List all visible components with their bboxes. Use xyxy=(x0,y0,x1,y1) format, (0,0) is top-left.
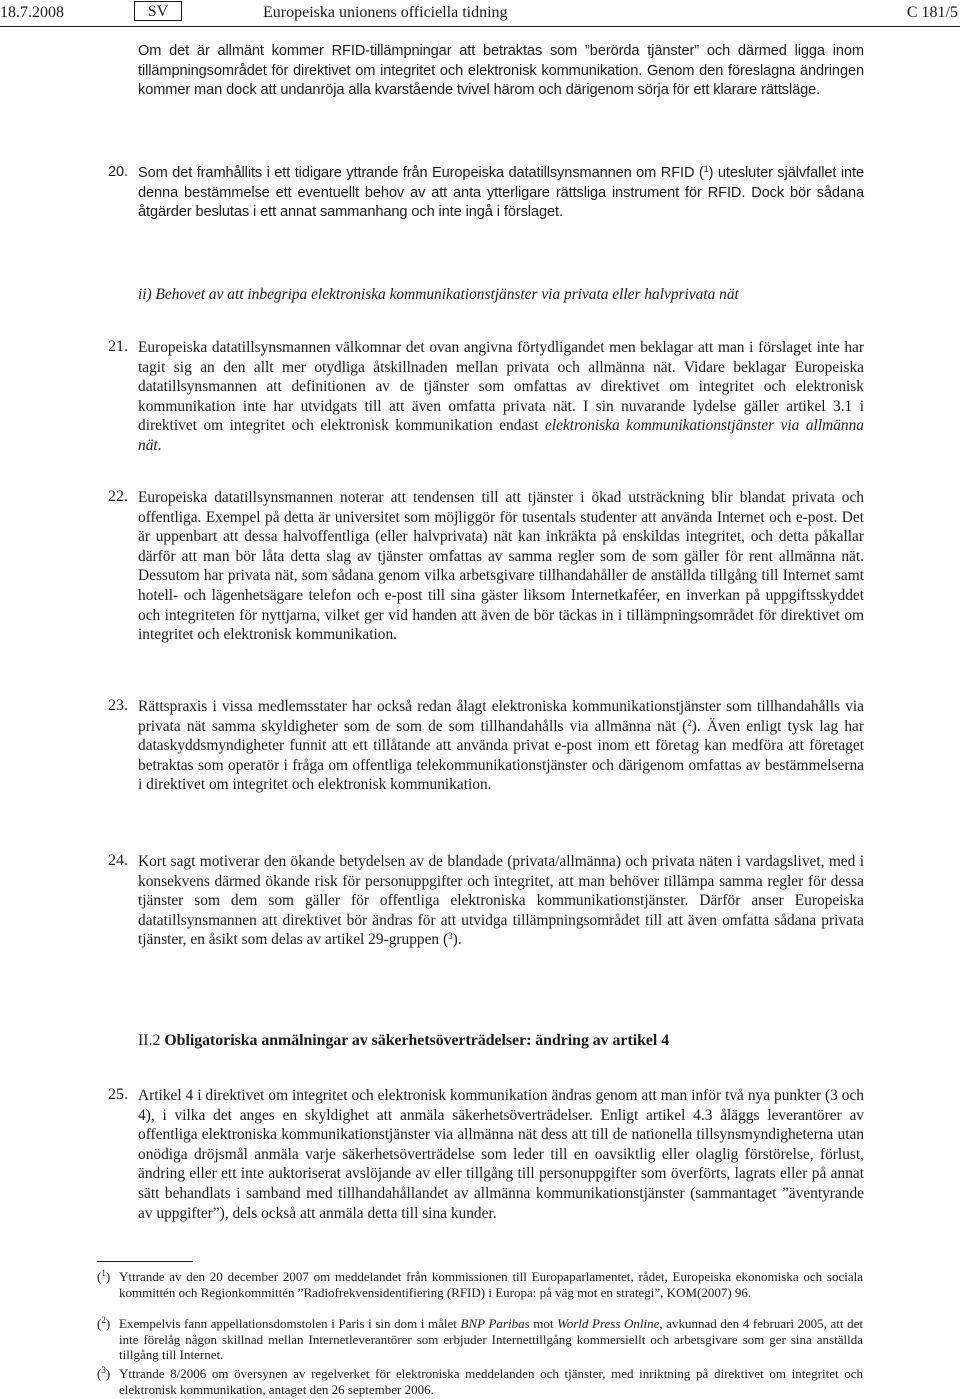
paragraph-number: 20. xyxy=(108,164,128,180)
footnote-mark: ($^3$) xyxy=(97,1365,111,1381)
paragraph-23 xyxy=(108,697,864,795)
header-rule xyxy=(0,26,960,27)
footnote-text: Yttrande av den 20 december 2007 om meddelandet från kommissionen till Europaparlamentet, rådet, Europeiska ekonomiska och sociala kommittén och Regionkommittén ”Radiofrekvensidentifiering (RFID) i Europa: på väg mot en strategi”, KOM(2007) 96. xyxy=(119,1269,863,1300)
paragraph-number: 23. xyxy=(108,697,128,714)
section-title: Obligatoriska anmälningar av säkerhetsöverträdelser: ändring av artikel 4 xyxy=(164,1032,670,1049)
footnote-ref[interactable]: 3 xyxy=(448,931,453,942)
footnote-2 xyxy=(97,1316,863,1363)
footnote-mark: ($^1$) xyxy=(97,1268,111,1284)
paragraph-21 xyxy=(108,338,864,456)
footnote-ref[interactable]: 2 xyxy=(687,717,692,728)
subheading: ii) Behovet av att inbegripa elektroniska kommunikationstjänster via privata eller halvprivata nät xyxy=(138,286,739,303)
page-number: C 181/5 xyxy=(906,4,958,21)
footnote-ref[interactable]: 1 xyxy=(703,164,709,174)
paragraph-number: 22. xyxy=(108,488,128,505)
paragraph-24 xyxy=(108,852,864,950)
footnote-separator xyxy=(97,1261,193,1262)
intro-paragraph: Om det är allmänt kommer RFID-tillämpningar att betraktas som ”berörda tjänster” och därmed ligga inom tillämpningsområdet för direktivet om integritet och elektronisk kommunikation. Genom den föreslagna ändringen kommer man dock att undanröja alla kvarstående tvivel härom och därigenom sörja för ett klarare rättsläge. xyxy=(138,43,864,99)
paragraph-number: 25. xyxy=(108,1086,128,1103)
paragraph-text: Artikel 4 i direktivet om integritet och elektronisk kommunikation ändras genom att man inför två nya punkter (3 och 4), i vilka det anges en skyldighet att anmäla säkerhetsöverträdelser. Enligt artikel 4.3 åläggs leverantörer av offentliga elektroniska kommunikationstjänster via allmänna nät dess att till de nationella tillsynsmyndigheterna utan onödiga dröjsmål anmäla varje säkerhetsöverträdelse som leder till en oavsiktlig eller olaglig förstörelse, förlust, ändring eller ett inte auktoriserat avslöjande av eller tillgång till personuppgifter som överförts, lagrats eller på annat sätt behandlats i samband med tillhandahållandet av allmänna kommunikationstjänster (sammantaget ”äventyrande av uppgifter”), dels också att anmäla detta till sina kunder. xyxy=(138,1087,864,1222)
paragraph-text: Europeiska datatillsynsmannen välkomnar det ovan angivna förtydligandet men beklagar att man i förslaget inte har tagit sig an den allt mer otydliga åtskillnaden mellan privata och allmänna nät. Vidare beklagar Europeiska datatillsynsmannen att definitionen av de tjänster som omfattas av direktivet om integritet och elektronisk kommunikation inte har utvidgats till att även omfatta privata nät. I sin nuvarande lydelse gäller artikel 3.1 i direktivet om integritet och elektronisk kommunikation endast elektroniska kommunikationstjänster via allmänna nät. xyxy=(138,339,865,454)
page-header xyxy=(0,0,960,28)
journal-title: Europeiska unionens officiella tidning xyxy=(263,4,508,21)
language-badge: SV xyxy=(134,1,182,21)
paragraph-22 xyxy=(108,488,864,645)
paragraph-number: 21. xyxy=(108,338,128,355)
footnote-text: Yttrande 8/2006 om översynen av regelverket för elektroniska meddelanden och tjänster, med inriktning på direktivet om integritet och elektronisk kommunikation, antaget den 26 september 2006. xyxy=(119,1366,863,1397)
footnote-mark: ($^2$) xyxy=(97,1315,111,1331)
paragraph-25 xyxy=(108,1086,864,1223)
paragraph-text: Som det framhållits i ett tidigare yttrande från Europeiska datatillsynsmannen om RFID ($^1$) utesluter självfallet inte denna bestämmelse ett eventuellt behov av att anta ytterligare rättsliga instrument för RFID. Dock bör sådana åtgärder beslutas i ett annat sammanhang och inte ingå i förslaget. xyxy=(138,164,864,221)
section-number: II.2 xyxy=(138,1032,161,1049)
publication-date: 18.7.2008 xyxy=(0,4,64,21)
paragraph-20 xyxy=(108,164,864,223)
footnote-3 xyxy=(97,1366,863,1397)
paragraph-number: 24. xyxy=(108,852,128,869)
paragraph-text: Kort sagt motiverar den ökande betydelsen av de blandade (privata/allmänna) och privata näten i vardagslivet, med i konsekvens därmed ökande risk för personuppgifter och integritet, att man behöver tillämpa samma regler för dessa tjänster som dem som gäller för offentliga elektroniska kommunikationstjänster. Därför anser Europeiska datatillsynsmannen att direktivet bör ändras för att utvidga tillämpningsområdet till att även omfatta sådana privata tjänster, en åsikt som delas av artikel 29-gruppen ($^3$). xyxy=(138,853,864,949)
paragraph-text: Rättspraxis i vissa medlemsstater har också redan ålagt elektroniska kommunikationstjänster som tillhandahålls via privata nät samma skyldigheter som de som de som tillhandahålls via allmänna nät ($^2$). Även enligt tysk lag har dataskyddsmyndigheter funnit att ett tillåtande att använda privat e-post inom ett företag kan medföra att företaget betraktas som operatör i fråga om offentliga telekommunikationstjänster och därigenom omfattas av bestämmelserna i direktivet om integritet och elektronisk kommunikation. xyxy=(138,698,864,794)
paragraph-text: Europeiska datatillsynsmannen noterar att tendensen till att tjänster i ökad utsträckning blir blandat privata och offentliga. Exempel på detta är universitet som möjliggör för tusentals studenter att använda Internet och e-post. Det är uppenbart att dessa halvoffentliga (eller halvprivata) nät kan inkräkta på enskildas integritet, och detta påkallar därför att man bör låta detta slag av tjänster omfattas av samma regler som de som gäller för rent allmänna nät. Dessutom har privata nät, som sådana genom vilka arbetsgivare tillhandahåller de anställda tillgång till Internet samt hotell- och lägenhetsägare telefon och e-post till sina gäster liksom Internetkaféer, en inverkan på uppgiftsskyddet och integriteten för nyttjarna, vilket ger vid handen att även de bör täckas in i tillämpningsområdet för direktivet om integritet och elektronisk kommunikation. xyxy=(138,489,864,644)
section-heading xyxy=(138,1031,669,1051)
footnote-text: Exempelvis fann appellationsdomstolen i Paris i sin dom i målet BNP Paribas mot World Press Online, avkunnad den 4 februari 2005, att det inte förelåg någon skillnad mellan Internetleverantörer som erbjuder Internettillgång kommersiellt och arbetsgivare som ger sina anställda tillgång till Internet. xyxy=(119,1316,863,1362)
footnote-1 xyxy=(97,1269,863,1300)
